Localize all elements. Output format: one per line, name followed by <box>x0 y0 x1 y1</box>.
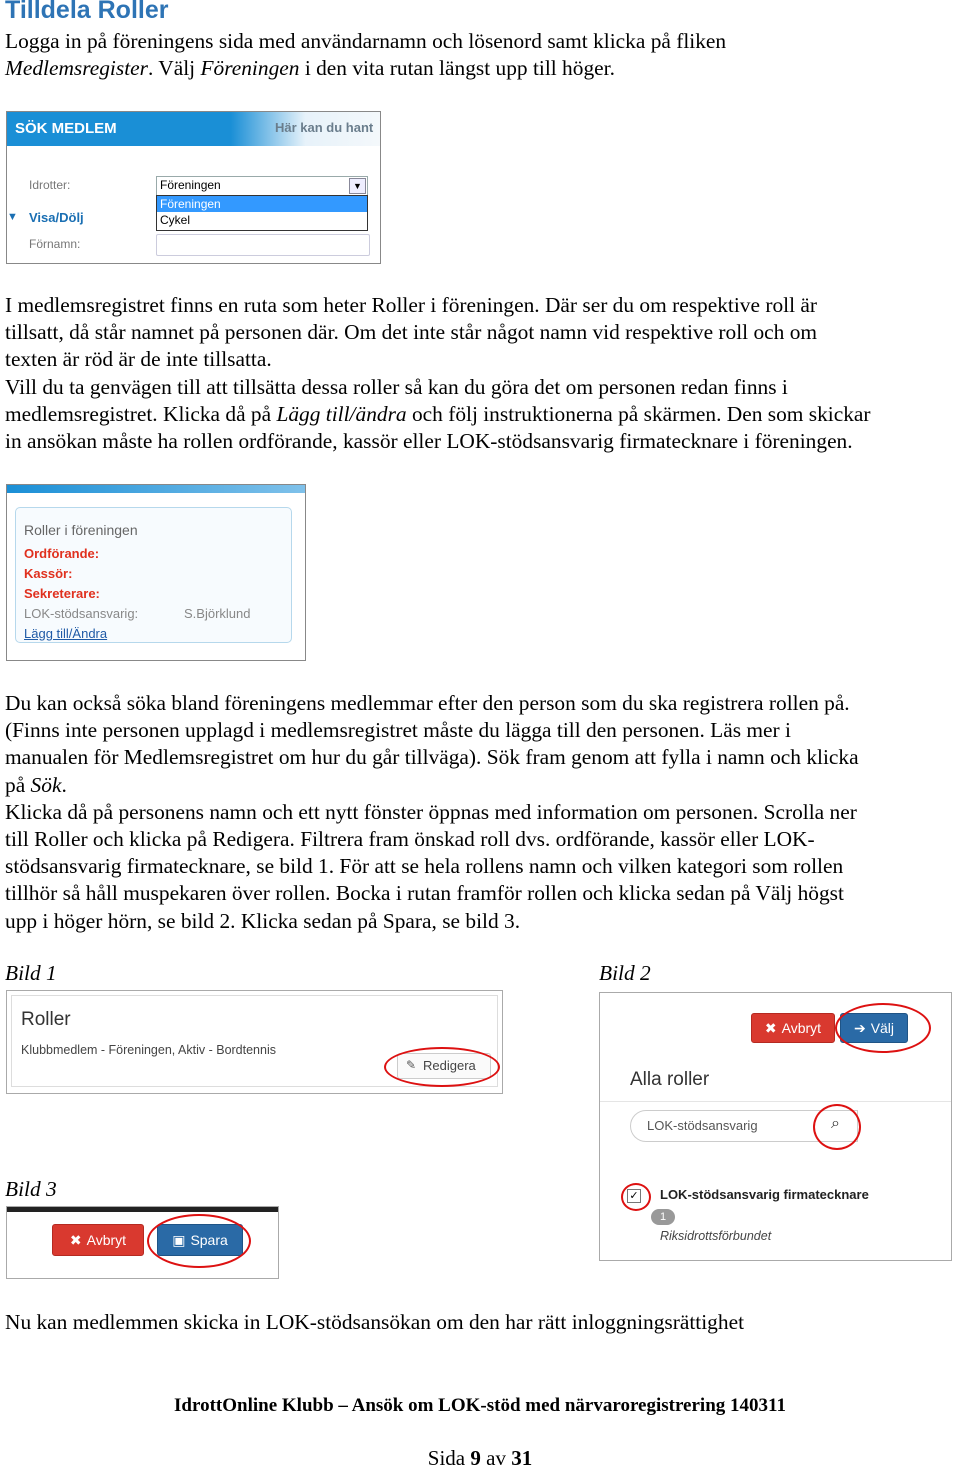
search-line-9: upp i höger hörn, se bild 2. Klicka sedan på Spara, se bild 3. <box>5 908 521 933</box>
close-icon: ✖ <box>764 1019 777 1036</box>
intro-line-1: Logga in på föreningens sida med användarnamn och lösenord samt klicka på fliken <box>5 29 727 53</box>
page-mid: av <box>480 1446 512 1470</box>
redigera-label: Redigera <box>423 1058 476 1073</box>
bild1-screenshot <box>6 990 503 1094</box>
roles-box <box>15 507 292 643</box>
idrotter-label: Idrotter: <box>29 178 71 192</box>
visa-dolj-link[interactable]: Visa/Dölj <box>29 210 84 225</box>
divider <box>600 1101 951 1102</box>
roles-line-5 <box>5 401 960 428</box>
bild3-top-bar <box>7 1207 278 1212</box>
page-number <box>0 1446 960 1471</box>
role-ordforande: Ordförande: <box>24 546 100 561</box>
dropdown-option-cykel[interactable]: Cykel <box>160 213 191 227</box>
role-sekreterare: Sekreterare: <box>24 586 100 601</box>
intro-line-2 <box>5 55 960 82</box>
bild3-avbryt-label: Avbryt <box>86 1232 127 1248</box>
foreningen-text: Föreningen <box>200 56 300 81</box>
select-value: Föreningen <box>160 178 221 192</box>
bild2-avbryt-button[interactable] <box>751 1013 835 1043</box>
search-line-3: manualen för Medlemsregistret om hur du går tillväga). Sök fram genom att fylla i namn och klicka <box>5 745 859 770</box>
bild1-subtitle: Klubbmedlem - Föreningen, Aktiv - Bordtennis <box>21 1043 276 1057</box>
roles-line-1: I medlemsregistret finns en ruta som heter Roller i föreningen. Där ser du om respektive roll är <box>5 293 817 317</box>
idrotter-select[interactable] <box>156 176 368 196</box>
intro-text: i den vita rutan längst upp till höger. <box>299 56 615 81</box>
role-badge: 1 <box>651 1209 675 1225</box>
bild2-heading: Alla roller <box>630 1069 710 1090</box>
arrow-right-circle-icon: ➔ <box>853 1019 866 1036</box>
page-title: Tilldela Roller <box>5 0 169 24</box>
bild3-avbryt-button[interactable] <box>52 1224 144 1256</box>
search-line-6: till Roller och klicka på Redigera. Filtrera fram önskad roll dvs. ordförande, kassör eller LOK- <box>5 827 815 852</box>
search-line-2: (Finns inte personen upplagd i medlemsregistret måste du lägga till den personen. Läs mer i <box>5 718 791 743</box>
role-organisation: Riksidrottsförbundet <box>660 1229 772 1243</box>
sok-text: Sök <box>30 772 62 797</box>
bild1-heading: Roller <box>21 1009 71 1030</box>
search-line-5: Klicka då på personens namn och ett nytt fönster öppnas med information om personen. Scrolla ner <box>5 799 857 824</box>
highlight-circle <box>835 1003 931 1053</box>
caption-bild-1: Bild 1 <box>5 961 57 985</box>
roles-paragraph <box>5 292 960 455</box>
lagg-till-andra-link[interactable]: Lägg till/Ändra <box>24 626 108 641</box>
highlight-circle <box>147 1214 251 1268</box>
search-header-hint: Här kan du hant <box>275 120 374 135</box>
search-paragraph <box>5 690 960 935</box>
roles-text: medlemsregistret. Klicka då på <box>5 401 277 426</box>
medlemsregister-text: Medlemsregister <box>5 56 148 81</box>
intro-text: . Välj <box>147 56 201 81</box>
edit-icon: ✎ <box>406 1058 417 1072</box>
page-total: 31 <box>511 1446 533 1470</box>
search-icon: ⌕ <box>831 1115 840 1132</box>
page-current: 9 <box>470 1446 481 1470</box>
role-lok-name: S.Björklund <box>184 606 251 621</box>
roles-top-bar <box>7 485 305 493</box>
caption-bild-3: Bild 3 <box>5 1177 57 1201</box>
highlight-circle <box>384 1047 500 1087</box>
close-icon: ✖ <box>69 1231 82 1248</box>
role-checkbox[interactable]: ✓ <box>627 1189 641 1203</box>
bild3-screenshot <box>6 1206 279 1279</box>
chevron-down-icon[interactable]: ▼ <box>349 178 366 194</box>
role-kassor: Kassör: <box>24 566 73 581</box>
fornamn-input[interactable] <box>156 234 370 256</box>
search-text: på <box>5 772 31 797</box>
search-line-8: tillhör så håll muspekaren över rollen. Bocka i rutan framför rollen och klicka sedan på Välj högst <box>5 881 844 906</box>
dropdown-option-foreningen[interactable]: Föreningen <box>157 196 367 212</box>
search-line-4 <box>5 772 960 799</box>
roles-screenshot <box>6 484 306 661</box>
valj-label: Välj <box>870 1020 895 1036</box>
search-line-1: Du kan också söka bland föreningens medlemmar efter den person som du ska registrera rollen på. <box>5 691 850 715</box>
search-text: . <box>61 772 67 797</box>
role-search-value: LOK-stödsansvarig <box>647 1118 758 1133</box>
roles-line-2: tillsatt, då står namnet på personen där. Om det inte står något namn vid respektive roll och om <box>5 320 818 345</box>
highlight-circle <box>813 1104 861 1150</box>
search-header-title: SÖK MEDLEM <box>15 120 117 137</box>
roles-line-4: Vill du ta genvägen till att tillsätta dessa roller så kan du göra det om personen redan finns i <box>5 374 788 399</box>
spara-label: Spara <box>190 1232 228 1248</box>
role-name[interactable]: LOK-stödsansvarig firmatecknare <box>660 1187 869 1202</box>
roles-text: och följ instruktionerna på skärmen. Den som skickar <box>406 401 871 426</box>
roles-line-3: texten är röd är de inte tillsatta. <box>5 347 272 372</box>
search-line-7: stödsansvarig firmatecknare, se bild 1. För att se hela rollens namn och vilken kategori som rollen <box>5 854 844 879</box>
fornamn-label: Förnamn: <box>29 237 81 251</box>
page-prefix: Sida <box>427 1446 471 1470</box>
bild2-avbryt-label: Avbryt <box>781 1020 822 1036</box>
closing-paragraph: Nu kan medlemmen skicka in LOK-stödsansökan om den har rätt inloggningsrättighet <box>5 1310 745 1334</box>
caption-bild-2: Bild 2 <box>599 961 651 985</box>
search-member-screenshot <box>6 111 381 264</box>
roles-line-6: in ansökan måste ha rollen ordförande, kassör eller LOK-stödsansvarig firmatecknare i föreningen. <box>5 429 853 454</box>
footer-title: IdrottOnline Klubb – Ansök om LOK-stöd med närvaroregistrering 140311 <box>174 1395 786 1416</box>
role-lok: LOK-stödsansvarig: <box>24 606 139 621</box>
intro-paragraph <box>5 28 960 82</box>
bild2-screenshot <box>599 992 952 1261</box>
idrotter-dropdown-list <box>156 195 368 231</box>
lagg-till-andra-text: Lägg till/ändra <box>276 401 407 426</box>
roles-heading: Roller i föreningen <box>24 522 138 538</box>
save-icon: ▣ <box>172 1231 186 1248</box>
triangle-down-icon: ▼ <box>7 211 18 223</box>
highlight-circle <box>621 1183 651 1211</box>
